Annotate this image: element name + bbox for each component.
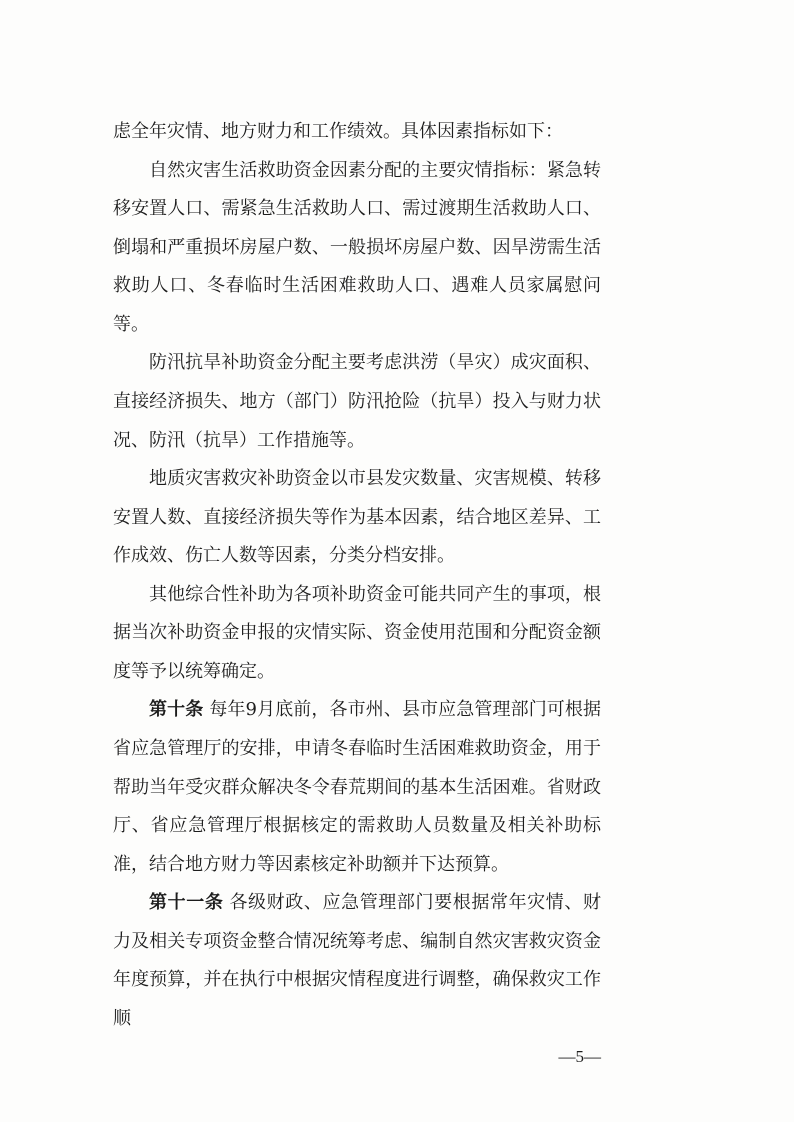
article-10 [113,691,601,884]
article-label: 第十一条 [149,892,224,914]
paragraph-flood-drought: 防汛抗旱补助资金分配主要考虑洪涝（旱灾）成灾面积、直接经济损失、地方（部门）防汛抢险（抗旱）投入与财力状况、防汛（抗旱）工作措施等。 [113,352,601,451]
document-body [113,113,601,1039]
paragraph-continuation: 虑全年灾情、地方财力和工作绩效。具体因素指标如下： [113,121,563,142]
article-label: 第十条 [149,699,204,721]
article-text: 各级财政、应急管理部门要根据常年灾情、财力及相关专项资金整合情况统筹考虑、编制自然灾害救灾资金年度预算，并在执行中根据灾情程度进行调整，确保救灾工作顺 [113,892,602,1029]
page-number: —5— [558,1046,601,1066]
paragraph-other: 其他综合性补助为各项补助资金可能共同产生的事项，根据当次补助资金申报的灾情实际、资金使用范围和分配资金额度等予以统筹确定。 [113,583,601,682]
article-text: 每年9月底前，各市州、县市应急管理部门可根据省应急管理厅的安排，申请冬春临时生活困难救助资金，用于帮助当年受灾群众解决冬令春荒期间的基本生活困难。省财政厅、省应急管理厅根据核定的需救助人员数量及相关补助标准，结合地方财力等因素核定补助额并下达预算。 [113,699,602,875]
paragraph-relief-indicators: 自然灾害生活救助资金因素分配的主要灾情指标：紧急转移安置人口、需紧急生活救助人口、需过渡期生活救助人口、倒塌和严重损坏房屋户数、一般损坏房屋户数、因旱涝需生活救助人口、冬春临时生活困难救助人口、遇难人员家属慰问等。 [113,159,601,335]
paragraph-geological: 地质灾害救灾补助资金以市县发灾数量、灾害规模、转移安置人数、直接经济损失等作为基本因素，结合地区差异、工作成效、伤亡人数等因素，分类分档安排。 [113,468,601,567]
article-11 [113,884,601,1038]
